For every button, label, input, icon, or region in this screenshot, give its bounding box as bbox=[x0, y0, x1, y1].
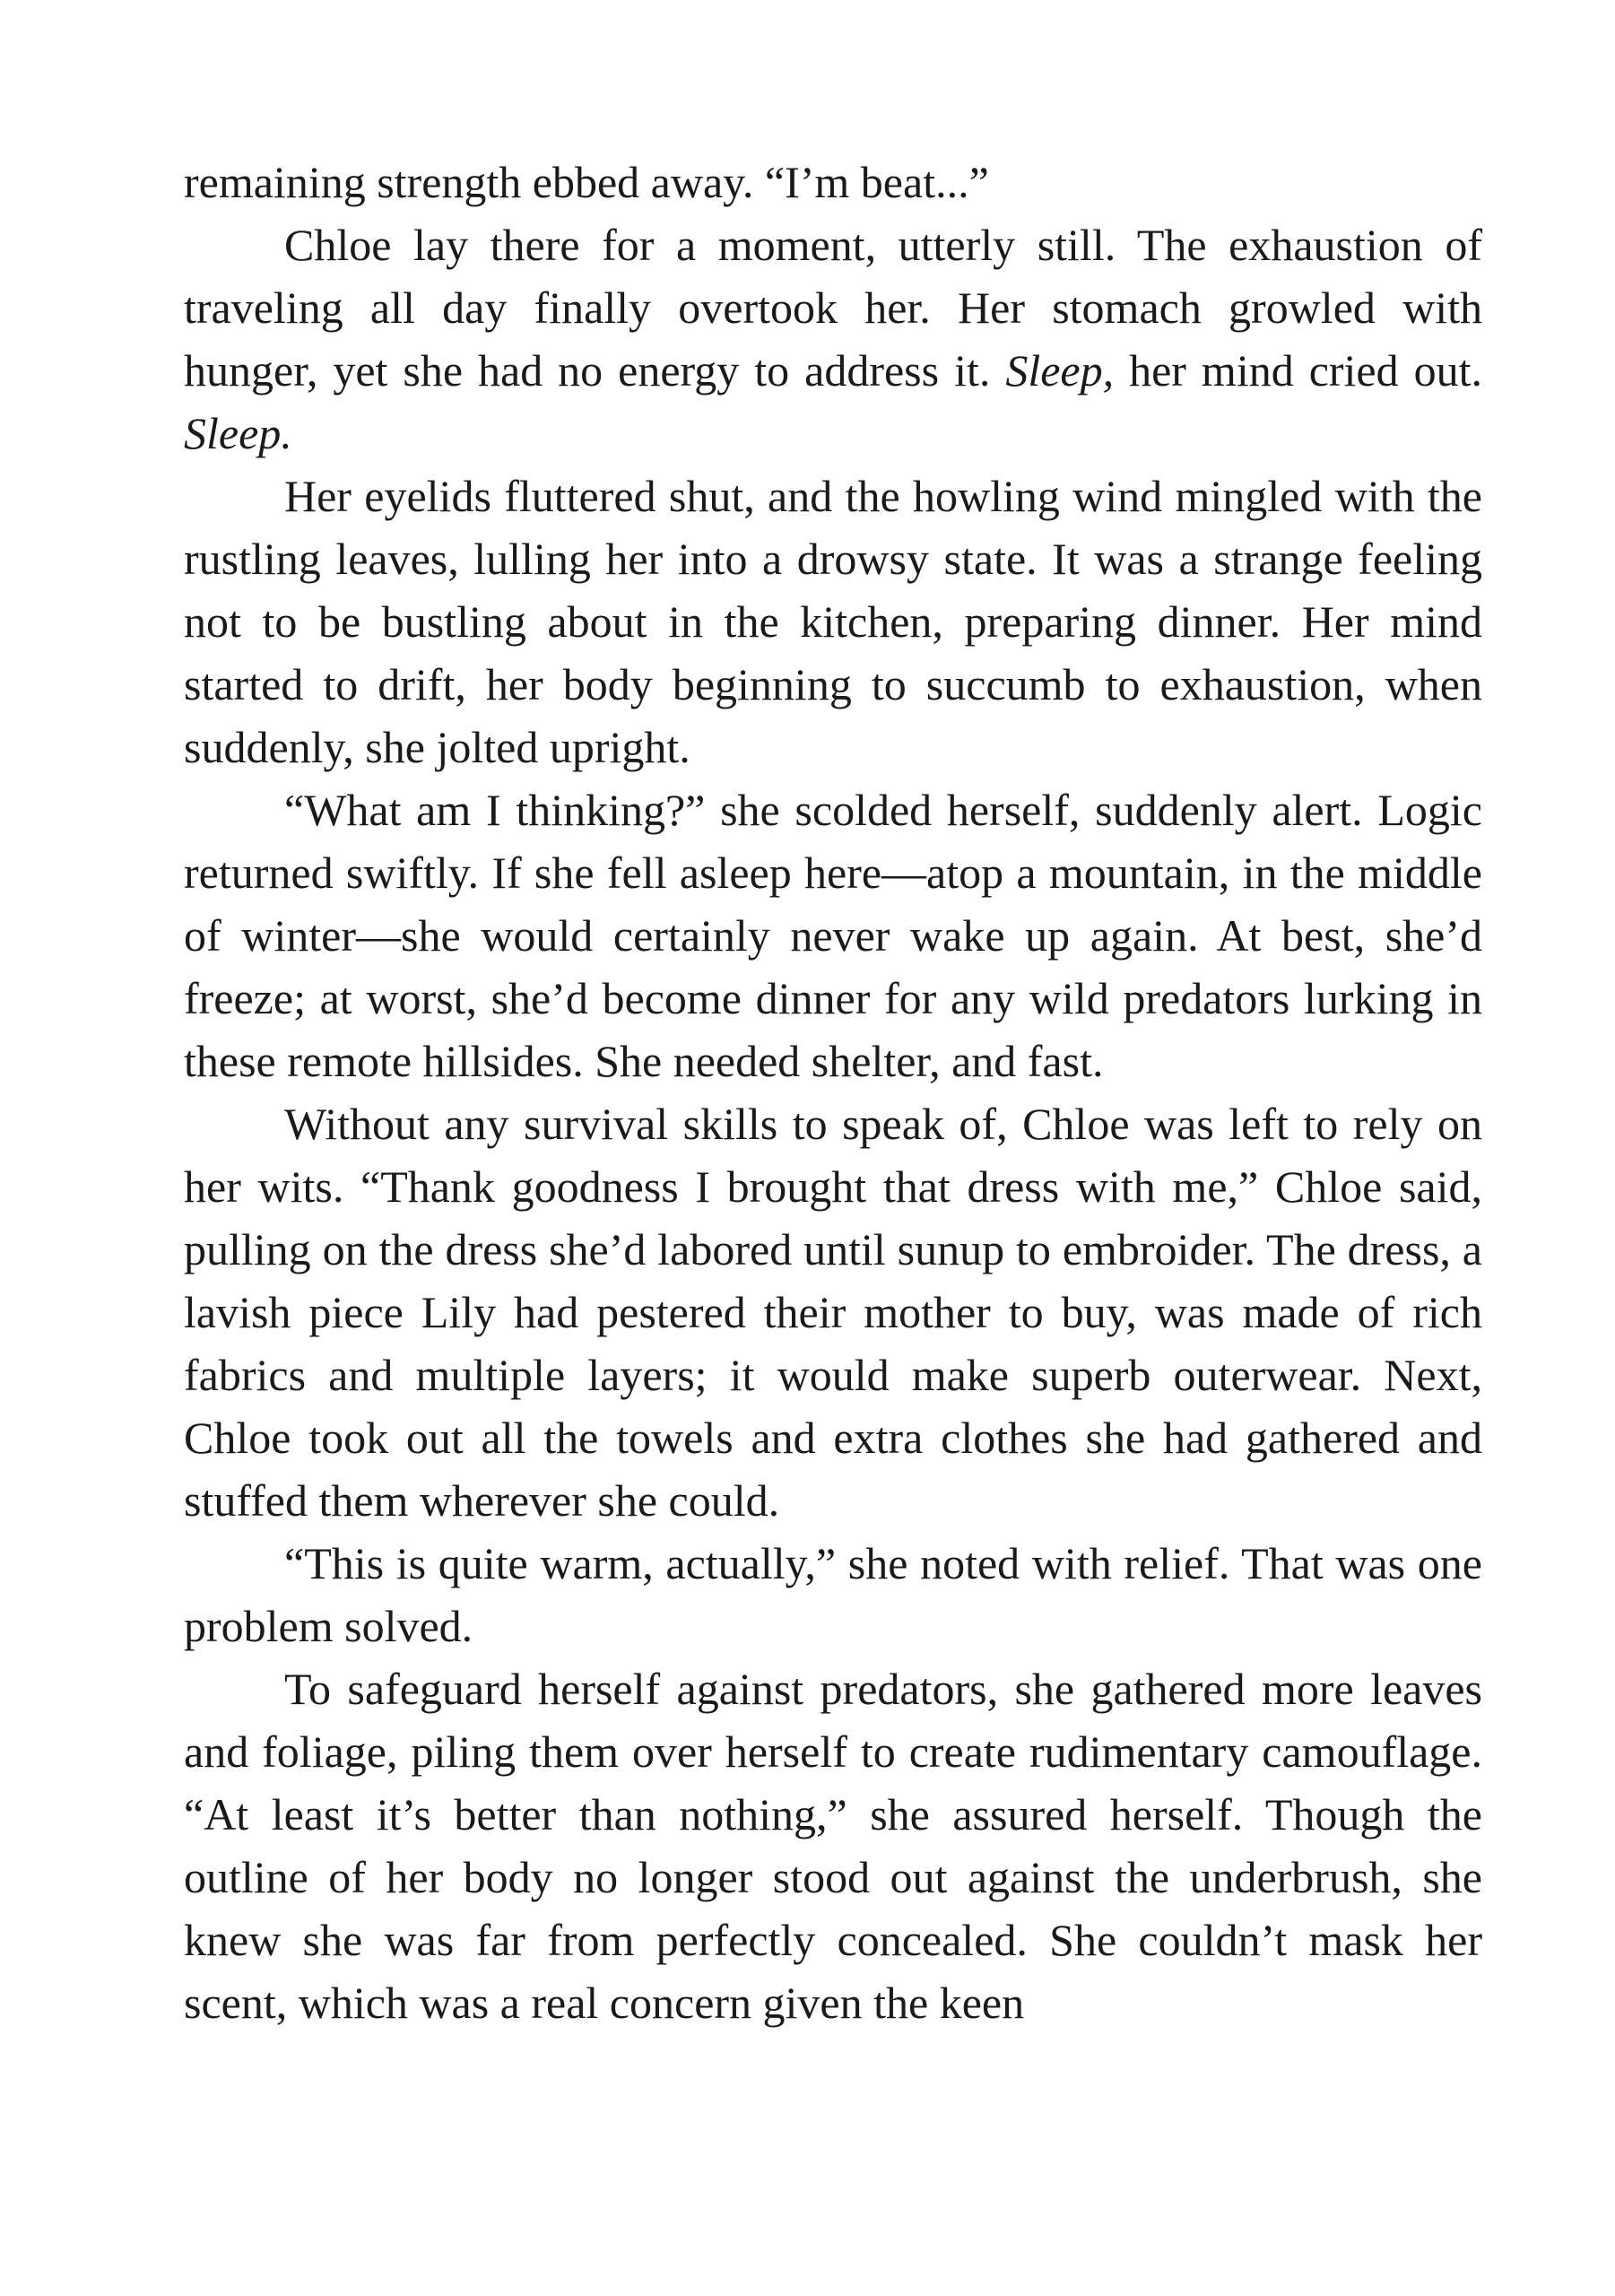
paragraph bbox=[184, 778, 1482, 1092]
paragraph bbox=[184, 213, 1482, 465]
paragraph bbox=[184, 1657, 1482, 2034]
text-run: To safeguard herself against predators, she gathered more leaves and foliage, piling them over herself to create rudimentary camouflage. “At least it’s better than nothing,” she assured herself. Though the outline of her body no longer stood out against the underbrush, she knew she was far from perfectly concealed. She couldn’t mask her scent, which was a real concern given the keen bbox=[184, 1664, 1482, 2028]
paragraph bbox=[184, 151, 1482, 213]
text-run: “What am I thinking?” she scolded herself, suddenly alert. Logic returned swiftly. If she fell asleep here—atop a mountain, in the middle of winter—she would certainly never wake up again. At best, she’d freeze; at worst, she’d become dinner for any wild predators lurking in these remote hillsides. She needed shelter, and fast. bbox=[184, 785, 1482, 1086]
text-run: Chloe lay there for a moment, utterly still. The exhaustion of traveling all day finally overtook her. Her stomach growled with hunger, yet she had no energy to address it. bbox=[184, 220, 1482, 396]
italic-text: Sleep, bbox=[1005, 345, 1115, 396]
paragraph bbox=[184, 465, 1482, 778]
text-run: remaining strength ebbed away. “I’m beat...” bbox=[184, 157, 989, 207]
paragraph bbox=[184, 1092, 1482, 1532]
body-text bbox=[184, 151, 1482, 2034]
italic-text: Sleep. bbox=[184, 408, 292, 458]
text-run: Her eyelids fluttered shut, and the howling wind mingled with the rustling leaves, lulling her into a drowsy state. It was a strange feeling not to be bustling about in the kitchen, preparing dinner. Her mind started to drift, her body beginning to succumb to exhaustion, when suddenly, she jolted upright. bbox=[184, 471, 1482, 772]
paragraph bbox=[184, 1532, 1482, 1657]
text-run: her mind cried out. bbox=[1114, 345, 1482, 396]
text-run: “This is quite warm, actually,” she noted with relief. That was one problem solved. bbox=[184, 1538, 1482, 1651]
text-run: Without any survival skills to speak of, Chloe was left to rely on her wits. “Thank goodness I brought that dress with me,” Chloe said, pulling on the dress she’d labored until sunup to embroider. The dress, a lavish piece Lily had pestered their mother to buy, was made of rich fabrics and multiple layers; it would make superb outerwear. Next, Chloe took out all the towels and extra clothes she had gathered and stuffed them wherever she could. bbox=[184, 1099, 1482, 1526]
